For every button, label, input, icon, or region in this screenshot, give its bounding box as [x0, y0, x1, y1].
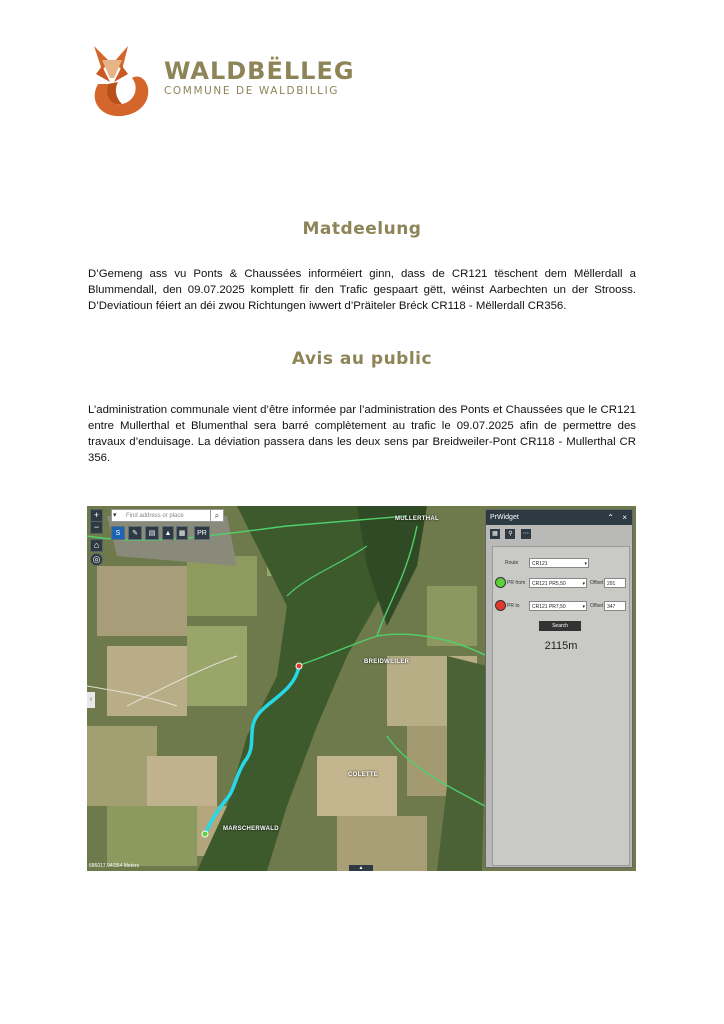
toolbar-pr-button[interactable]: PR [194, 526, 210, 540]
route-label: Route [505, 560, 519, 566]
search-button[interactable]: ⌕ [210, 509, 224, 522]
place-label-marscherwald: MARSCHERWALD [223, 826, 279, 832]
expand-left-icon[interactable]: ‹ [87, 692, 95, 708]
pr-widget-title: PrWidget [490, 514, 519, 521]
grid-tool-icon[interactable]: ▦ [490, 529, 500, 539]
collapse-icon[interactable]: ⌃ [607, 513, 614, 522]
place-label-mullerthal: MULLERTHAL [395, 516, 439, 522]
zoom-in-button[interactable]: + [90, 509, 103, 522]
pr-widget-form [492, 546, 630, 866]
offset-to-input[interactable]: 347 [604, 601, 626, 611]
place-label-colette: COLETTE [348, 772, 379, 778]
start-point-icon[interactable] [495, 577, 506, 588]
home-icon[interactable]: ⌂ [90, 539, 103, 552]
paragraph-fr: L’administration communale vient d’être informée par l’administration des Ponts et Chaussées que le CR121 entre Mullerthal et Blumenthal sera barré complètement au trafic le 09.07.2025 afin de permettre des travaux d’enduisage. La déviation passera dans les deux sens par Breidweiler-Pont CR118 - Mullerthal CR 356. [88, 404, 636, 464]
pr-to-value: CR121 PR7,50 [532, 604, 566, 610]
place-label-breidweiler: BREIDWEILER [364, 659, 410, 665]
pr-to-select[interactable] [529, 601, 587, 611]
logo-subtitle: COMMUNE DE WALDBILLIG [164, 85, 340, 97]
more-tool-icon[interactable]: ⋯ [522, 531, 529, 537]
locate-icon[interactable]: ◎ [90, 553, 103, 566]
end-point-icon[interactable] [495, 600, 506, 611]
basemap-icon[interactable]: ▦ [176, 526, 188, 540]
pin-tool-icon[interactable]: ⚲ [505, 529, 515, 539]
pr-from-value: CR121 PR5,50 [532, 581, 566, 587]
route-select-value: CR121 [532, 561, 548, 567]
pr-widget-panel [485, 509, 633, 868]
close-icon[interactable]: × [622, 513, 627, 522]
title-avis-au-public: Avis au public [291, 349, 433, 369]
map-screenshot[interactable] [87, 506, 636, 871]
fox-icon [88, 44, 160, 120]
chevron-down-icon: ▾ [582, 604, 585, 610]
chevron-down-icon: ▾ [584, 561, 587, 567]
chevron-down-icon: ▾ [582, 581, 585, 587]
offset-from-input[interactable]: 291 [604, 578, 626, 588]
layers-icon[interactable]: ▤ [145, 526, 159, 540]
search-input[interactable]: Find address or place [111, 509, 223, 522]
paragraph-lu: D’Gemeng ass vu Ponts & Chaussées informéiert ginn, dass de CR121 tëschent dem Mëllerdall a Blummendall, den 09.07.2025 komplett fir den Trafic gespaart gëtt, wéinst Aarbechten un der Strooss. D’Deviatioun féiert an déi zwou Richtungen iwwert d’Präiteler Bréck CR118 - Mëllerdall CR356. [88, 268, 636, 312]
zoom-out-button[interactable]: − [90, 521, 103, 534]
pr-from-select[interactable] [529, 578, 587, 588]
measure-icon[interactable]: ✎ [128, 526, 142, 540]
upload-icon[interactable]: ▲ [162, 526, 174, 540]
offset-from-label: Offset [590, 580, 604, 586]
route-select[interactable] [529, 558, 589, 568]
search-source-caret-icon[interactable]: ▾ [113, 512, 117, 519]
pr-from-label: PR from [507, 580, 526, 586]
commune-logo [88, 44, 355, 120]
pr-to-label: PR to [507, 603, 520, 609]
offset-to-label: Offset [590, 603, 604, 609]
title-matdeelung: Matdeelung [302, 219, 422, 239]
expand-bottom-icon[interactable]: ▲ [349, 865, 373, 871]
toolbar-s-button[interactable]: S [111, 526, 125, 540]
logo-name: WALDBËLLEG [164, 57, 355, 85]
map-scale-text: 686017.94/354 Meters [89, 863, 140, 869]
pr-search-button[interactable]: Search [539, 621, 581, 631]
pr-widget-header [486, 510, 632, 525]
distance-result: 2115m [544, 640, 578, 652]
